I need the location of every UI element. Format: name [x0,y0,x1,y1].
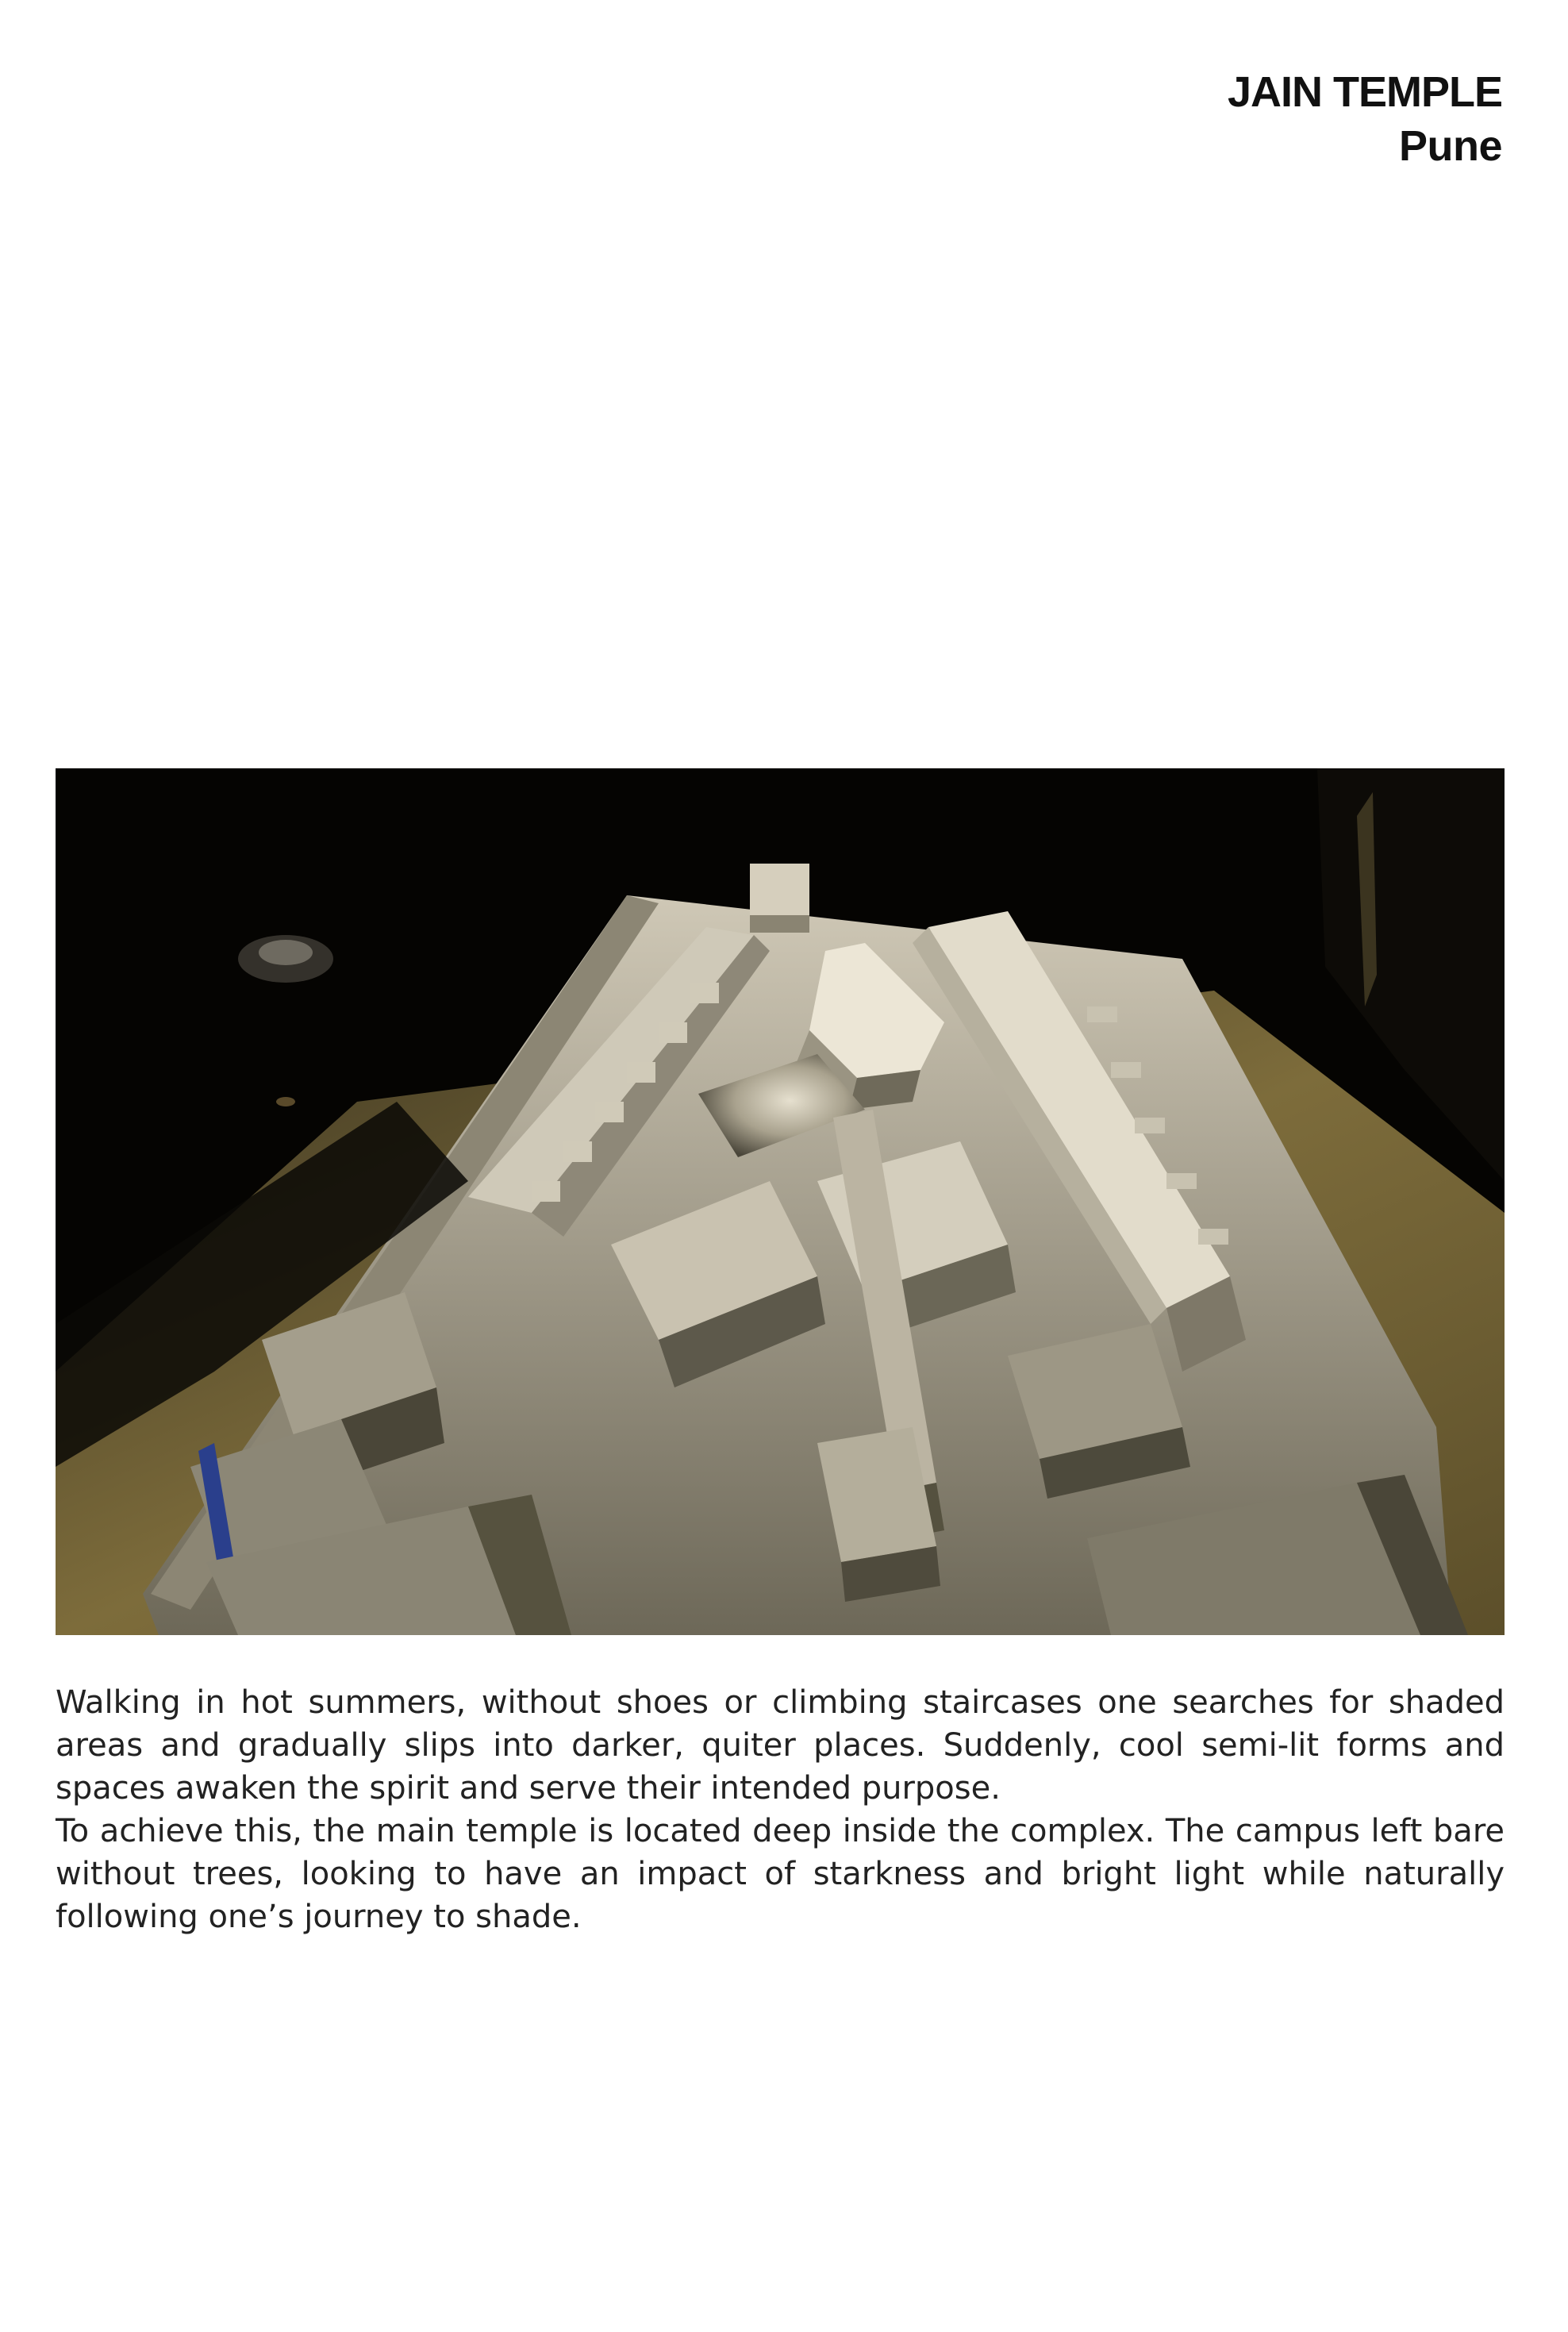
page-title: JAIN TEMPLE [1227,68,1502,116]
page-subtitle: Pune [1398,122,1502,170]
model-photo-illustration [56,768,1505,1635]
description-paragraph-1: Walking in hot summers, without shoes or climbing staircases one searches for shaded areas and gradually slips into darker, quiter places. Suddenly, cool semi-lit forms and spaces awaken the spirit and serve their intended purpose. [56,1684,1505,1807]
page-header [1228,65,1502,173]
description-text [56,1681,1505,1938]
description-paragraph-2: To achieve this, the main temple is located deep inside the complex. The campus left bare without trees, looking to have an impact of starkness and bright light while naturally following one’s journey to shade. [56,1813,1505,1935]
architectural-model-photo [56,768,1505,1635]
